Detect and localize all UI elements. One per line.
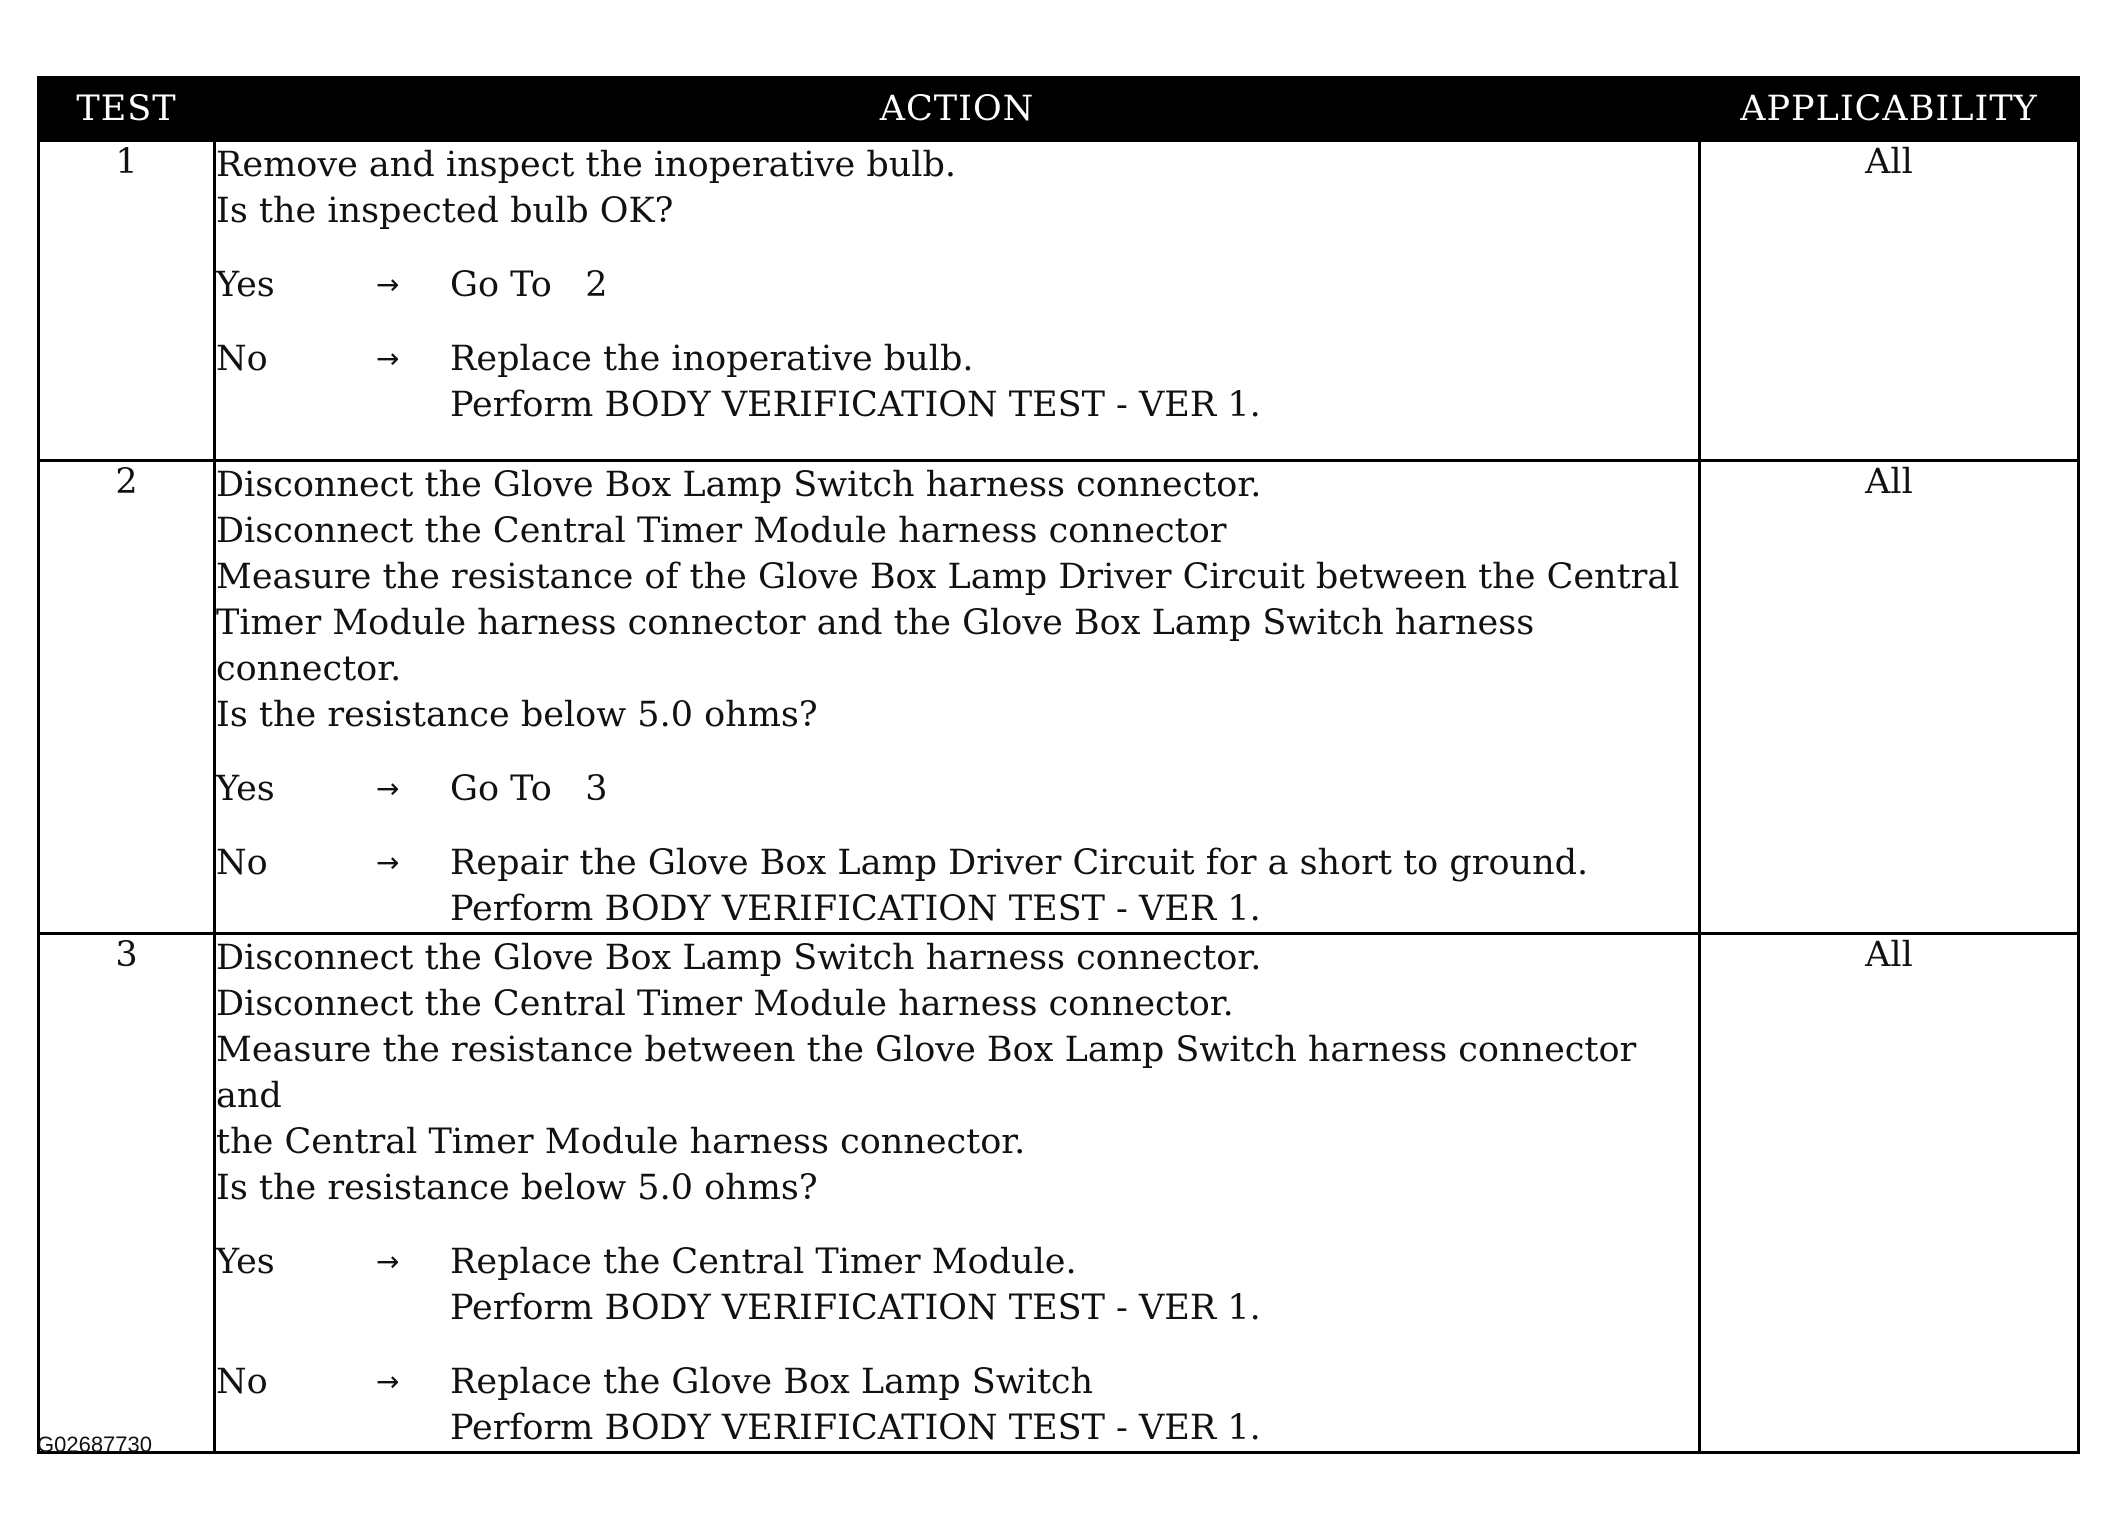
- applicability-value: All: [1700, 461, 2079, 934]
- test-number: 3: [39, 934, 215, 1453]
- no-branch: [216, 840, 1698, 932]
- applicability-value: All: [1700, 934, 2079, 1453]
- yes-label: Yes: [216, 265, 275, 305]
- right-arrow-icon: →: [376, 1365, 400, 1398]
- right-arrow-icon: →: [376, 1245, 400, 1278]
- diagnostic-test-table: [37, 76, 2080, 1454]
- yes-result: [450, 1239, 1698, 1331]
- action-step: Disconnect the Central Timer Module harness connector.: [216, 984, 1234, 1024]
- action-step: Disconnect the Glove Box Lamp Switch harness connector.: [216, 465, 1262, 505]
- no-label: No: [216, 1362, 268, 1402]
- result-line: Perform BODY VERIFICATION TEST - VER 1.: [450, 1408, 1261, 1448]
- yes-branch: [216, 1239, 1698, 1331]
- table-row: [39, 141, 2079, 461]
- action-step: Timer Module harness connector and the Glove Box Lamp Switch harness connector.: [216, 603, 1546, 689]
- right-arrow-icon: →: [376, 268, 400, 301]
- action-step: Disconnect the Glove Box Lamp Switch harness connector.: [216, 938, 1262, 978]
- header-applicability: APPLICABILITY: [1700, 78, 2079, 141]
- action-step: Is the resistance below 5.0 ohms?: [216, 695, 818, 735]
- action-step: Remove and inspect the inoperative bulb.: [216, 145, 956, 185]
- action-cell: [215, 934, 1700, 1453]
- result-line: Go To 3: [450, 769, 608, 809]
- header-action: ACTION: [215, 78, 1700, 141]
- no-label: No: [216, 843, 268, 883]
- no-result: [450, 336, 1698, 428]
- figure-id: G02687730: [37, 1432, 152, 1457]
- result-line: Replace the Glove Box Lamp Switch: [450, 1362, 1094, 1402]
- action-cell: [215, 461, 1700, 934]
- yes-branch: [216, 262, 1698, 308]
- no-result: [450, 1359, 1698, 1451]
- no-label: No: [216, 339, 268, 379]
- yes-label: Yes: [216, 1242, 275, 1282]
- table-row: [39, 934, 2079, 1453]
- result-line: Repair the Glove Box Lamp Driver Circuit for a short to ground.: [450, 843, 1589, 883]
- no-result: [450, 840, 1698, 932]
- action-step: Disconnect the Central Timer Module harness connector: [216, 511, 1227, 551]
- result-line: Perform BODY VERIFICATION TEST - VER 1.: [450, 385, 1261, 425]
- result-line: Perform BODY VERIFICATION TEST - VER 1.: [450, 1288, 1261, 1328]
- yes-result: [450, 262, 1698, 308]
- result-line: Replace the Central Timer Module.: [450, 1242, 1077, 1282]
- result-line: Go To 2: [450, 265, 608, 305]
- right-arrow-icon: →: [376, 772, 400, 805]
- table-header-row: [39, 78, 2079, 141]
- header-test: TEST: [39, 78, 215, 141]
- no-branch: [216, 1359, 1698, 1451]
- yes-label: Yes: [216, 769, 275, 809]
- action-cell: [215, 141, 1700, 461]
- test-number: 1: [39, 141, 215, 461]
- test-number: 2: [39, 461, 215, 934]
- right-arrow-icon: →: [376, 342, 400, 375]
- result-line: Perform BODY VERIFICATION TEST - VER 1.: [450, 889, 1261, 929]
- yes-branch: [216, 766, 1698, 812]
- action-step: Is the resistance below 5.0 ohms?: [216, 1168, 818, 1208]
- no-branch: [216, 336, 1698, 428]
- result-line: Replace the inoperative bulb.: [450, 339, 974, 379]
- table-row: [39, 461, 2079, 934]
- applicability-value: All: [1700, 141, 2079, 461]
- action-step: Is the inspected bulb OK?: [216, 191, 674, 231]
- action-step: the Central Timer Module harness connector.: [216, 1122, 1026, 1162]
- diagnostic-table-container: [37, 76, 2077, 1454]
- yes-result: [450, 766, 1698, 812]
- action-step: Measure the resistance of the Glove Box Lamp Driver Circuit between the Central: [216, 557, 1680, 597]
- action-step: Measure the resistance between the Glove Box Lamp Switch harness connector and: [216, 1030, 1648, 1116]
- right-arrow-icon: →: [376, 846, 400, 879]
